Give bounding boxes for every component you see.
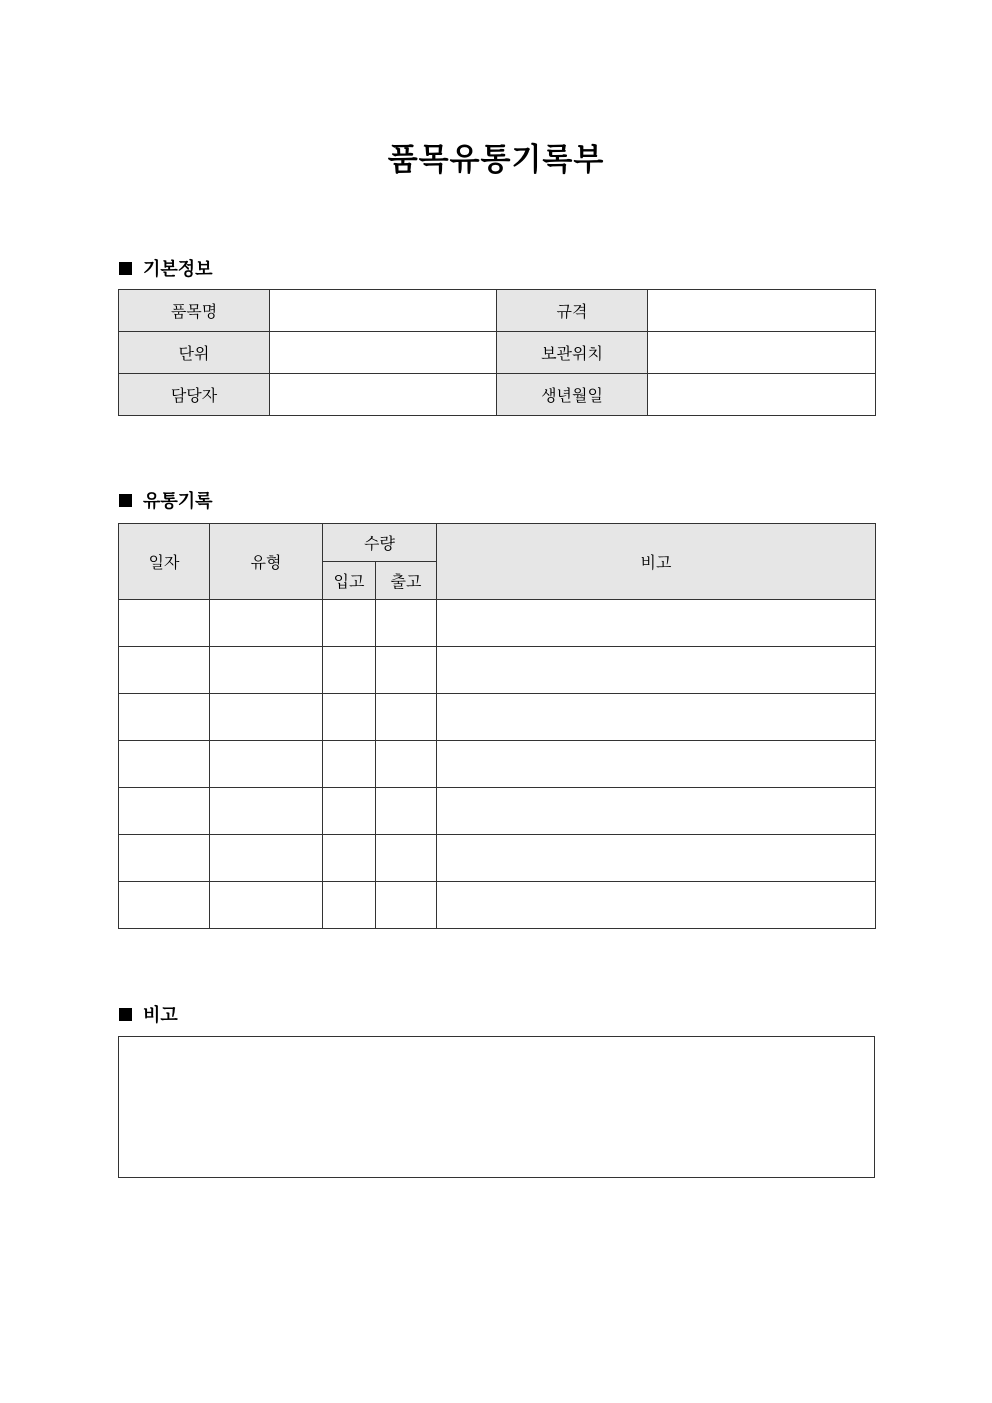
birthdate-field[interactable]	[648, 374, 876, 416]
date-cell[interactable]	[119, 835, 210, 882]
unit-field[interactable]	[270, 332, 497, 374]
type-cell[interactable]	[210, 600, 323, 647]
out-cell[interactable]	[376, 835, 437, 882]
col-type-header: 유형	[210, 524, 323, 600]
date-cell[interactable]	[119, 694, 210, 741]
out-cell[interactable]	[376, 600, 437, 647]
birthdate-label: 생년월일	[497, 374, 648, 416]
date-cell[interactable]	[119, 788, 210, 835]
date-cell[interactable]	[119, 741, 210, 788]
in-cell[interactable]	[323, 600, 376, 647]
spec-label: 규격	[497, 290, 648, 332]
note-cell[interactable]	[437, 788, 876, 835]
basic-info-heading-label: 기본정보	[143, 259, 213, 280]
basic-info-table	[118, 289, 876, 416]
table-row	[119, 835, 876, 882]
item-name-field[interactable]	[270, 290, 497, 332]
col-date-header: 일자	[119, 524, 210, 600]
info-row-item	[119, 290, 876, 332]
note-cell[interactable]	[437, 741, 876, 788]
info-row-unit	[119, 332, 876, 374]
table-row	[119, 600, 876, 647]
date-cell[interactable]	[119, 647, 210, 694]
flow-record-table	[118, 523, 876, 929]
storage-location-label: 보관위치	[497, 332, 648, 374]
manager-label: 담당자	[119, 374, 270, 416]
type-cell[interactable]	[210, 882, 323, 929]
flow-record-heading-label: 유통기록	[143, 491, 213, 512]
square-bullet-icon	[119, 262, 132, 275]
date-cell[interactable]	[119, 600, 210, 647]
table-row	[119, 882, 876, 929]
storage-location-field[interactable]	[648, 332, 876, 374]
type-cell[interactable]	[210, 741, 323, 788]
note-cell[interactable]	[437, 600, 876, 647]
flow-record-heading	[119, 487, 213, 513]
in-cell[interactable]	[323, 694, 376, 741]
remarks-heading-label: 비고	[143, 1005, 178, 1026]
out-cell[interactable]	[376, 647, 437, 694]
note-cell[interactable]	[437, 694, 876, 741]
flow-header-row	[119, 524, 876, 562]
type-cell[interactable]	[210, 788, 323, 835]
in-cell[interactable]	[323, 882, 376, 929]
note-cell[interactable]	[437, 647, 876, 694]
unit-label: 단위	[119, 332, 270, 374]
out-cell[interactable]	[376, 882, 437, 929]
manager-field[interactable]	[270, 374, 497, 416]
in-cell[interactable]	[323, 647, 376, 694]
col-in-header: 입고	[323, 562, 376, 600]
spec-field[interactable]	[648, 290, 876, 332]
square-bullet-icon	[119, 494, 132, 507]
type-cell[interactable]	[210, 694, 323, 741]
document-title: 품목유통기록부	[387, 142, 605, 178]
col-out-header: 출고	[376, 562, 437, 600]
in-cell[interactable]	[323, 835, 376, 882]
square-bullet-icon	[119, 1008, 132, 1021]
info-row-manager	[119, 374, 876, 416]
basic-info-heading	[119, 255, 213, 281]
type-cell[interactable]	[210, 835, 323, 882]
remarks-heading	[119, 1001, 178, 1027]
note-cell[interactable]	[437, 882, 876, 929]
table-row	[119, 694, 876, 741]
out-cell[interactable]	[376, 788, 437, 835]
type-cell[interactable]	[210, 647, 323, 694]
col-note-header: 비고	[437, 524, 876, 600]
col-quantity-header: 수량	[323, 524, 437, 562]
table-row	[119, 741, 876, 788]
out-cell[interactable]	[376, 694, 437, 741]
date-cell[interactable]	[119, 882, 210, 929]
in-cell[interactable]	[323, 741, 376, 788]
remarks-box[interactable]	[118, 1036, 875, 1178]
out-cell[interactable]	[376, 741, 437, 788]
note-cell[interactable]	[437, 835, 876, 882]
table-row	[119, 647, 876, 694]
in-cell[interactable]	[323, 788, 376, 835]
table-row	[119, 788, 876, 835]
item-name-label: 품목명	[119, 290, 270, 332]
